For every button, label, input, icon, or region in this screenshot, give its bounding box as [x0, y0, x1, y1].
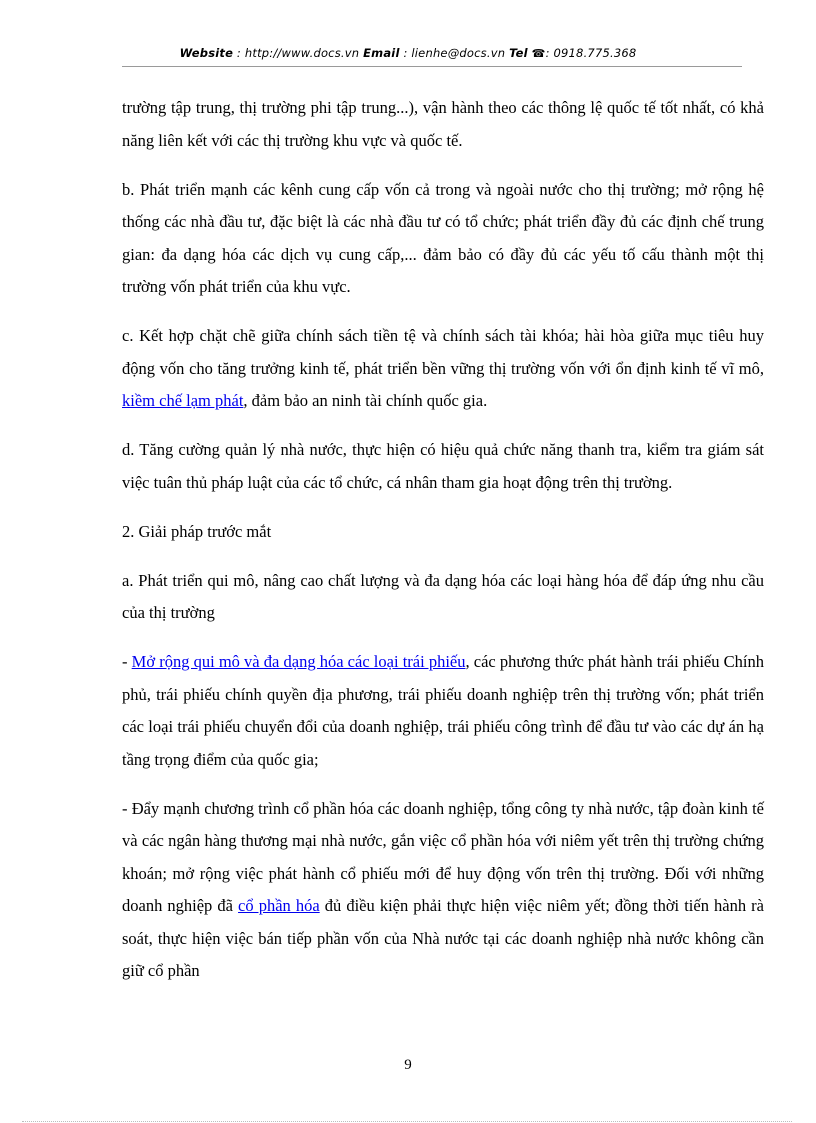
email-address: lienhe@docs.vn	[411, 46, 506, 60]
paragraph-b-capital-channels: b. Phát triển mạnh các kênh cung cấp vốn cả trong và ngoài nước cho thị trường; mở rộng hệ thống các nhà đầu tư, đặc biệt là các nhà đầu tư có tổ chức; phát triển đầy đủ các định chế trung gian: đa dạng hóa các dịch vụ cung cấp,... đảm bảo có đầy đủ các yếu tố cấu thành một thị trường vốn phát triển của khu vực.	[122, 179, 764, 296]
phone-number: 0918.775.368	[553, 46, 637, 60]
tel-label: Tel	[509, 46, 528, 60]
website-label: Website	[179, 46, 234, 60]
document-body	[122, 92, 764, 988]
website-url: http://www.docs.vn	[244, 46, 360, 60]
paragraph-market-operation: trường tập trung, thị trường phi tập trung...), vận hành theo các thông lệ quốc tế tốt nhất, có khả năng liên kết với các thị trường khu vực và quốc tế.	[122, 98, 764, 150]
link-bond-diversification[interactable]: Mở rộng qui mô và đa dạng hóa các loại trái phiếu	[131, 652, 466, 671]
telephone-icon: ☎	[531, 47, 546, 60]
email-label: Email	[363, 46, 400, 60]
header-divider	[122, 66, 742, 67]
paragraph-bond-expansion: - Mở rộng qui mô và đa dạng hóa các loại trái phiếu, các phương thức phát hành trái phiếu Chính phủ, trái phiếu chính quyền địa phương, trái phiếu doanh nghiệp trên thị trường vốn; phát triển các loại trái phiếu chuyển đổi của doanh nghiệp, trái phiếu công trình để đầu tư vào các dự án hạ tầng trọng điểm của quốc gia;	[122, 652, 764, 769]
page-header: Website : http://www.docs.vn Email : lienhe@docs.vn Tel ☎: 0918.775.368	[179, 46, 637, 60]
paragraph-c-policy-coordination: c. Kết hợp chặt chẽ giữa chính sách tiền tệ và chính sách tài khóa; hài hòa giữa mục tiêu huy động vốn cho tăng trưởng kinh tế, phát triển bền vững thị trường vốn với ổn định kinh tế vĩ mô, kiềm chế lạm phát, đảm bảo an ninh tài chính quốc gia.	[122, 326, 764, 410]
paragraph-equitization: - Đẩy mạnh chương trình cổ phần hóa các doanh nghiệp, tổng công ty nhà nước, tập đoàn kinh tế và các ngân hàng thương mại nhà nước, gắn việc cổ phần hóa với niêm yết trên thị trường chứng khoán; mở rộng việc phát hành cổ phiếu mới để huy động vốn trên thị trường. Đối với những doanh nghiệp đã cổ phần hóa đủ điều kiện phải thực hiện việc niêm yết; đồng thời tiến hành rà soát, thực hiện việc bán tiếp phần vốn của Nhà nước tại các doanh nghiệp nhà nước không cần giữ cổ phần	[122, 798, 764, 980]
link-inflation-control[interactable]: kiềm chế lạm phát	[122, 391, 244, 410]
page-number: 9	[404, 1057, 412, 1073]
paragraph-d-state-management: d. Tăng cường quản lý nhà nước, thực hiện có hiệu quả chức năng thanh tra, kiểm tra giám sát việc tuân thủ pháp luật của các tổ chức, cá nhân tham gia hoạt động trên thị trường.	[122, 440, 764, 492]
link-equitization[interactable]: cổ phần hóa	[238, 896, 320, 915]
page-bottom-border	[22, 1121, 792, 1122]
section-heading-short-term-solutions: 2. Giải pháp trước mắt	[122, 521, 272, 541]
paragraph-a-goods-development: a. Phát triển qui mô, nâng cao chất lượng và đa dạng hóa các loại hàng hóa để đáp ứng nhu cầu của thị trường	[122, 570, 764, 622]
